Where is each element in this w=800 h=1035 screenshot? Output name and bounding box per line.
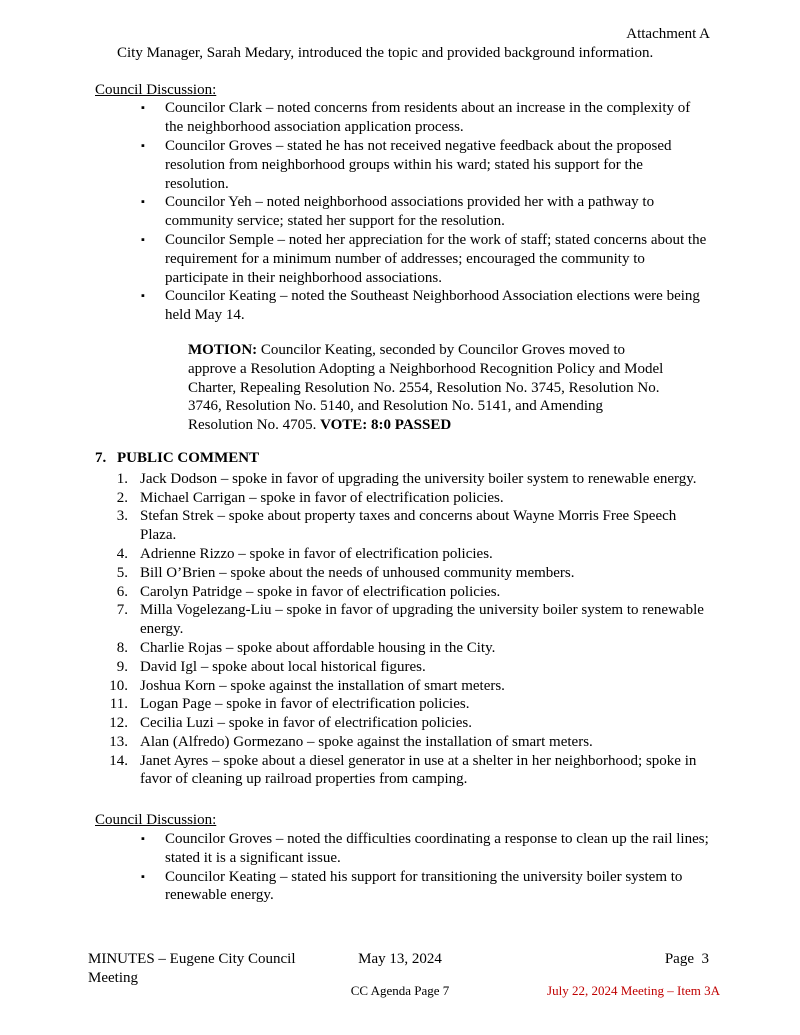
public-comment-item [95, 695, 710, 714]
public-comment-list [95, 470, 710, 790]
discussion-bullet-item: ▪ Councilor Semple – noted her appreciation for the work of staff; stated concerns about the requirement for a minimum number of addresses; encouraged the community to participate in their neighborhood associations. [95, 231, 710, 287]
attachment-label: Attachment A [626, 26, 710, 42]
footer-date: May 13, 2024 [358, 951, 442, 967]
comment-number: 4. [116, 545, 128, 562]
comment-number: 5. [116, 564, 128, 581]
comment-text: Alan (Alfredo) Gormezano – spoke against the installation of smart meters. [140, 733, 593, 750]
comment-number: 14. [109, 752, 128, 769]
public-comment-item [95, 470, 710, 489]
public-comment-item [95, 733, 710, 752]
comment-text: Carolyn Patridge – spoke in favor of electrification policies. [140, 583, 501, 600]
section-number: 7. [95, 449, 107, 466]
public-comment-item [95, 545, 710, 564]
council-discussion-heading-2: Council Discussion: [95, 812, 217, 829]
comment-number: 10. [109, 677, 128, 694]
comment-number: 1. [116, 470, 128, 487]
comment-number: 12. [109, 715, 128, 732]
comment-number: 3. [116, 508, 128, 525]
comment-number: 13. [109, 733, 128, 750]
comment-text: Bill O’Brien – spoke about the needs of unhoused community members. [140, 564, 575, 581]
footer-title-line-1: MINUTES – Eugene City Council [88, 951, 296, 967]
comment-text: David Igl – spoke about local historical figures. [140, 658, 426, 675]
public-comment-item [95, 639, 710, 658]
comment-number: 7. [116, 602, 128, 619]
discussion-bullet-item: ▪ Councilor Groves – stated he has not received negative feedback about the proposed resolution from neighborhood groups within his ward; stated his support for the resolution. [95, 137, 710, 193]
discussion-bullet-item: ▪ Councilor Yeh – noted neighborhood associations provided her with a pathway to community service; stated her support for the resolution. [95, 193, 710, 231]
public-comment-item [95, 507, 710, 545]
section-heading-public-comment [95, 449, 710, 468]
public-comment-item [95, 752, 710, 790]
public-comment-item [95, 714, 710, 733]
motion-label: MOTION: [188, 341, 258, 358]
footer-agenda-page: CC Agenda Page 7 [350, 983, 450, 998]
section-title: PUBLIC COMMENT [117, 449, 260, 466]
council-discussion-list-1 [95, 99, 710, 325]
motion-paragraph [188, 341, 670, 435]
comment-text: Charlie Rojas – spoke about affordable housing in the City. [140, 639, 496, 656]
footer-title-line-2: Meeting [88, 970, 138, 986]
comment-text: Joshua Korn – spoke against the installation of smart meters. [140, 677, 505, 694]
public-comment-item [95, 489, 710, 508]
comment-text: Milla Vogelezang-Liu – spoke in favor of upgrading the university boiler system to renewable energy. [140, 602, 704, 638]
comment-number: 11. [109, 696, 128, 713]
council-discussion-heading-1: Council Discussion: [95, 81, 217, 98]
comment-text: Jack Dodson – spoke in favor of upgrading the university boiler system to renewable energy. [140, 470, 697, 487]
comment-text: Logan Page – spoke in favor of electrification policies. [140, 696, 470, 713]
comment-number: 6. [116, 583, 128, 600]
comment-text: Adrienne Rizzo – spoke in favor of electrification policies. [140, 545, 493, 562]
intro-paragraph: City Manager, Sarah Medary, introduced the topic and provided background information. [117, 44, 654, 61]
discussion-bullet-item: ▪ Councilor Groves – noted the difficulties coordinating a response to clean up the rail lines; stated it is a significant issue. [95, 830, 710, 868]
public-comment-item [95, 658, 710, 677]
public-comment-item [95, 564, 710, 583]
public-comment-item [95, 583, 710, 602]
public-comment-item [95, 601, 710, 639]
motion-text: Councilor Keating, seconded by Councilor Groves moved to approve a Resolution Adopting a Neighborhood Recognition Policy and Model Charter, Repealing Resolution No. 2554, Resolution No. 3745, Resolution No. 3746, Resolution No. 5140, and Resolution No. 5141, and Amending Resolution No. 4705. [188, 341, 664, 434]
footer-page-number: Page 3 [664, 951, 709, 967]
comment-number: 2. [116, 489, 128, 506]
comment-text: Stefan Strek – spoke about property taxes and concerns about Wayne Morris Free Speech Plaza. [140, 508, 677, 544]
discussion-bullet-item: ▪ Councilor Keating – noted the Southeast Neighborhood Association elections were being held May 14. [95, 287, 710, 325]
discussion-bullet-item: ▪ Councilor Keating – stated his support for transitioning the university boiler system to renewable energy. [95, 868, 710, 906]
public-comment-item [95, 677, 710, 696]
comment-number: 8. [116, 639, 128, 656]
footer-meeting-item-stamp: July 22, 2024 Meeting – Item 3A [547, 983, 720, 998]
comment-text: Janet Ayres – spoke about a diesel generator in use at a shelter in her neighborhood; spoke in favor of cleaning up railroad properties from camping. [140, 752, 697, 788]
comment-number: 9. [116, 658, 128, 675]
vote-result: VOTE: 8:0 PASSED [320, 417, 452, 434]
comment-text: Cecilia Luzi – spoke in favor of electrification policies. [140, 715, 472, 732]
council-discussion-list-2 [95, 830, 710, 905]
discussion-bullet-item: ▪ Councilor Clark – noted concerns from residents about an increase in the complexity of the neighborhood association application process. [95, 99, 710, 137]
comment-text: Michael Carrigan – spoke in favor of electrification policies. [140, 489, 504, 506]
